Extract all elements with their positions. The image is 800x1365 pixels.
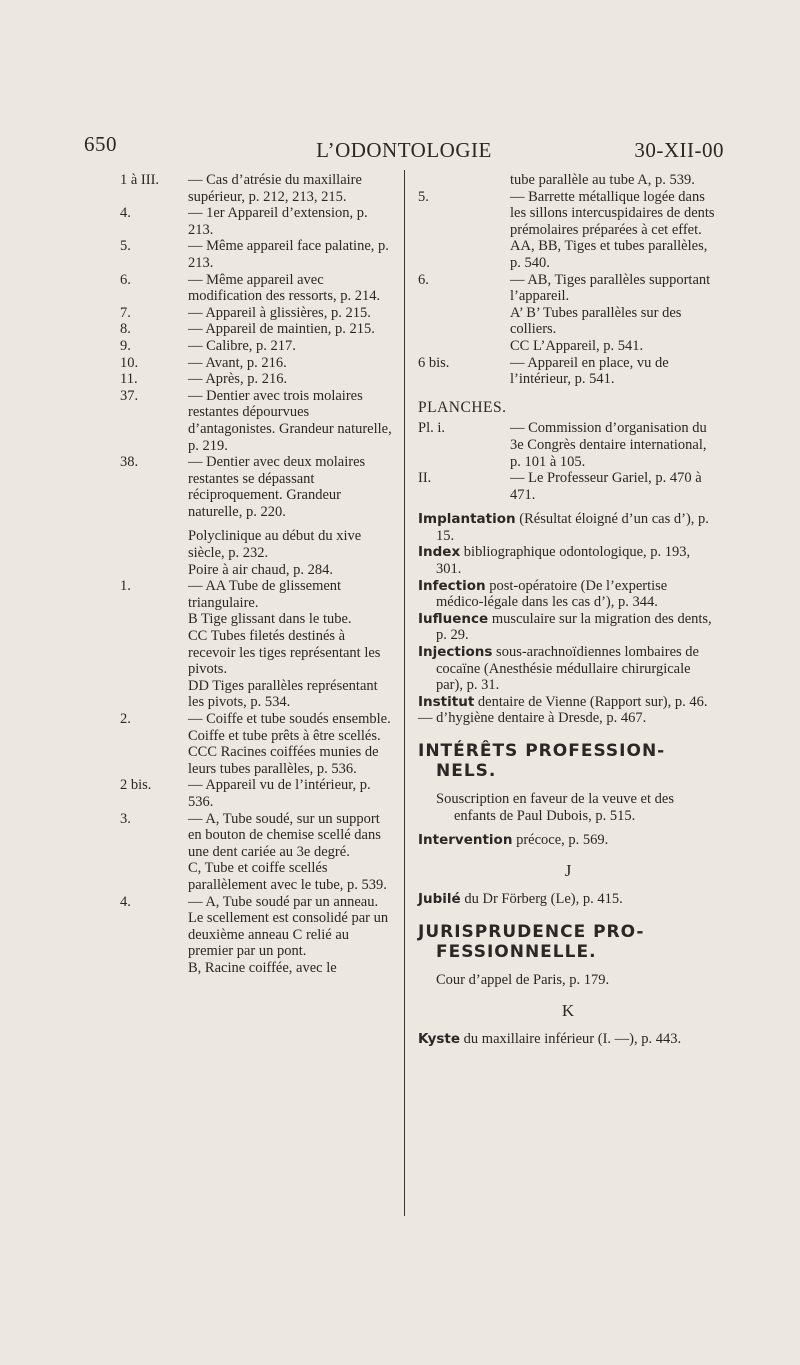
letter-heading-k: K [561, 1000, 575, 1020]
index-entry [120, 238, 392, 271]
entry-number: Pl. i. [418, 420, 445, 437]
entry-text: — Appareil en place, vu de l’intérieur, p. 541. [510, 354, 669, 388]
heading-line: FESSIONNELLE. [436, 941, 597, 962]
entry-text: sous-arachnoïdiennes lombaires de cocaïne (Anesthésie médullaire chirurgicale par), p. 31. [436, 644, 699, 694]
entry-text: tube parallèle au tube A, p. 539. [510, 172, 695, 188]
entry-text: — Dentier avec deux molaires restantes se dépassant réciproquement. Grandeur naturelle, p. 220. [188, 454, 366, 520]
entry-text: AA, BB, Tiges et tubes parallèles, p. 540. [510, 238, 708, 271]
entry-text: — AA Tube de glissement triangulaire. [188, 578, 342, 611]
entry-number: 4. [120, 205, 131, 222]
section-heading-interets [418, 741, 718, 781]
index-entry [120, 172, 392, 205]
entry-text: — Barrette métallique logée dans les sillons intercuspidaires de dents prémolaires préparées à cet effet. [510, 188, 715, 238]
index-entry [418, 172, 718, 189]
entry-text: — Coiffe et tube soudés ensemble. [188, 711, 391, 727]
entry-keyword: Infection [418, 577, 486, 594]
index-entry [120, 811, 392, 861]
entry-text: — Même appareil avec modification des ressorts, p. 214. [188, 271, 381, 305]
entry-number: 7. [120, 304, 131, 321]
entry-text: — Avant, p. 216. [188, 354, 287, 371]
index-entry [418, 272, 718, 305]
entry-number: 37. [120, 387, 139, 404]
entry-text: bibliographique odontologique, p. 193, 301. [436, 544, 691, 578]
entry-keyword: Intervention [418, 832, 513, 849]
entry-text: du Dr Förberg (Le), p. 415. [460, 891, 623, 908]
index-entry [120, 744, 392, 777]
entry-number: 38. [120, 454, 139, 471]
entry-number: 2 bis. [120, 777, 152, 794]
entry-text: CC Tubes filetés destinés à recevoir les tiges représentant les pivots. [188, 628, 381, 678]
entry-text: B Tige glissant dans le tube. [188, 611, 352, 628]
entry-keyword: Jubilé [418, 891, 461, 908]
entry-text: — Commission d’organisation du 3e Congrès dentaire international, p. 101 à 105. [510, 420, 707, 470]
index-entry [120, 711, 392, 728]
index-entry [120, 578, 392, 611]
index-entry [418, 544, 718, 577]
entry-number: 1. [120, 578, 131, 595]
entry-number: 5. [418, 188, 429, 205]
index-entry [120, 860, 392, 893]
index-entry [418, 611, 718, 644]
entry-text: B, Racine coiffée, avec le [188, 959, 337, 976]
entry-text: — A, Tube soudé par un anneau. Le scellement est consolidé par un deuxième anneau C relié au premier par un pont. [188, 893, 389, 960]
entry-keyword: Kyste [418, 1031, 461, 1048]
index-entry [418, 694, 718, 711]
entry-text: — Le Professeur Gariel, p. 470 à 471. [510, 470, 702, 503]
entry-keyword: Implantation [418, 511, 516, 528]
entry-number: 6. [120, 271, 131, 288]
entry-text: (Résultat éloigné d’un cas d’), p. 15. [436, 511, 709, 544]
index-entry [120, 338, 392, 355]
index-entry-cour: Cour d’appel de Paris, p. 179. [436, 971, 610, 988]
index-entry [418, 420, 718, 470]
entry-text: du maxillaire inférieur (I. —), p. 443. [460, 1031, 682, 1048]
index-entry [120, 355, 392, 372]
index-entry [418, 470, 718, 503]
index-entry [120, 728, 392, 745]
entry-text: dentaire de Vienne (Rapport sur), p. 46. [474, 693, 708, 710]
entry-text: — Appareil de maintien, p. 215. [188, 321, 375, 338]
index-entry [120, 388, 392, 454]
entry-text: précoce, p. 569. [512, 832, 609, 849]
index-entry [120, 205, 392, 238]
index-entry [120, 777, 392, 810]
entry-text: — Même appareil face palatine, p. 213. [188, 238, 389, 271]
index-entry [418, 578, 718, 611]
index-entry-plain: Poire à air chaud, p. 284. [188, 561, 333, 578]
page-number: 650 [84, 132, 117, 156]
entry-text: — 1er Appareil d’extension, p. 213. [188, 205, 368, 238]
index-entry [120, 678, 392, 711]
entry-text: — Appareil à glissières, p. 215. [188, 304, 371, 321]
entry-number: 10. [120, 354, 139, 371]
index-entry [418, 710, 718, 727]
entry-keyword: Iufluence [418, 610, 489, 627]
index-entry [418, 189, 718, 239]
issue-date: 30-XII-00 [634, 138, 724, 162]
index-entry [120, 371, 392, 388]
page-header [84, 132, 724, 168]
entry-text: — Dentier avec trois molaires restantes dépourvues d’antagonistes. Grandeur naturelle, p. 219. [188, 387, 392, 454]
section-heading-jurisprudence [418, 922, 718, 962]
index-entry [418, 305, 718, 338]
entry-number: 5. [120, 238, 131, 255]
index-entry-jubile [418, 891, 718, 908]
entry-number: 6. [418, 271, 429, 288]
entry-keyword: Institut [418, 693, 475, 710]
index-entry [120, 272, 392, 305]
section-heading-planches: PLANCHES. [418, 398, 507, 416]
entry-text: — Appareil vu de l’intérieur, p. 536. [188, 777, 371, 810]
index-entry-intervention [418, 832, 718, 849]
index-entry [418, 355, 718, 388]
running-title: L’ODONTOLOGIE [316, 138, 492, 162]
index-entry [418, 644, 718, 694]
entry-text: CC L’Appareil, p. 541. [510, 337, 644, 354]
index-entry [120, 960, 392, 977]
right-column [418, 172, 718, 1048]
heading-line: INTÉRÊTS PROFESSION- [418, 741, 666, 761]
entry-number: 8. [120, 321, 131, 338]
entry-number: 2. [120, 711, 131, 727]
index-entry [418, 511, 718, 544]
entry-text: — AB, Tiges parallèles supportant l’appareil. [510, 271, 711, 305]
index-entry [120, 611, 392, 628]
heading-line: NELS. [436, 761, 497, 781]
entry-text: post-opératoire (De l’expertise médico-légale dans les cas d’), p. 344. [436, 577, 668, 611]
left-column [120, 172, 392, 977]
entry-text: DD Tiges parallèles représentant les pivots, p. 534. [188, 677, 378, 711]
index-entry [120, 894, 392, 960]
index-entry [120, 628, 392, 678]
entry-text: Coiffe et tube prêts à être scellés. [188, 727, 381, 744]
entry-text: CCC Racines coiffées munies de leurs tubes parallèles, p. 536. [188, 744, 379, 777]
column-divider [404, 170, 405, 1216]
entry-number: 1 à III. [120, 172, 160, 188]
entry-number: 9. [120, 337, 131, 354]
index-entry [418, 338, 718, 355]
entry-keyword: Index [418, 544, 461, 561]
entry-keyword: Injections [418, 644, 493, 661]
entry-text: C, Tube et coiffe scellés parallèlement avec le tube, p. 539. [188, 860, 387, 893]
index-entry-plain: Polyclinique au début du xive siècle, p. 232. [188, 528, 362, 562]
entry-text: — Cas d’atrésie du maxillaire supérieur, p. 212, 213, 215. [188, 172, 362, 205]
entry-number: 11. [120, 371, 138, 388]
index-entry [120, 454, 392, 520]
entry-text: — A, Tube soudé, sur un support en bouton de chemise scellé dans une dent cariée au 3e degré. [188, 810, 381, 860]
entry-text: — d’hygiène dentaire à Dresde, p. 467. [418, 710, 647, 727]
letter-heading-j: J [564, 860, 572, 880]
index-entry [120, 321, 392, 338]
index-entry [418, 238, 718, 271]
entry-number: 4. [120, 893, 131, 910]
index-entry-kyste [418, 1031, 718, 1048]
index-entry [120, 305, 392, 322]
entry-number: 6 bis. [418, 354, 450, 371]
entry-text: — Après, p. 216. [188, 371, 288, 388]
entry-number: 3. [120, 810, 131, 827]
heading-line: JURISPRUDENCE PRO- [418, 921, 645, 942]
entry-text: A’ B’ Tubes parallèles sur des colliers. [510, 304, 682, 338]
entry-number: II. [418, 470, 432, 487]
index-entry-souscription: Souscription en faveur de la veuve et des enfants de Paul Dubois, p. 515. [436, 791, 674, 824]
entry-text: — Calibre, p. 217. [188, 337, 296, 354]
entry-text: musculaire sur la migration des dents, p. 29. [436, 610, 712, 644]
